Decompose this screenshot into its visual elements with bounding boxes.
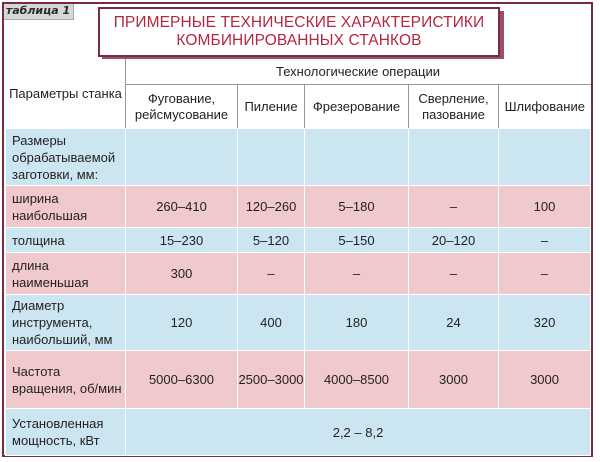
table-cell: – bbox=[499, 253, 591, 295]
table-row bbox=[6, 129, 591, 186]
table-row bbox=[6, 186, 591, 228]
table-cell: 3000 bbox=[409, 351, 499, 409]
table-cell: 300 bbox=[126, 253, 238, 295]
table-title bbox=[98, 7, 500, 57]
table-cell: 5000–6300 bbox=[126, 351, 238, 409]
table-cell bbox=[409, 129, 499, 186]
header-col-2: Пиление bbox=[238, 85, 305, 129]
table-cell: 120 bbox=[126, 295, 238, 351]
header-col-3: Фрезерование bbox=[305, 85, 409, 129]
row-label: Установленная мощность, кВт bbox=[6, 409, 126, 456]
title-line-2: КОМБИНИРОВАННЫХ СТАНКОВ bbox=[176, 32, 422, 49]
table-cell: 2500–3000 bbox=[238, 351, 305, 409]
row-label: ширина наибольшая bbox=[6, 186, 126, 228]
row-label: Размеры обрабатываемой заготовки, мм: bbox=[6, 129, 126, 186]
table-cell: 5–120 bbox=[238, 228, 305, 253]
table-cell: 120–260 bbox=[238, 186, 305, 228]
specs-table bbox=[5, 59, 591, 456]
row-label: толщина bbox=[6, 228, 126, 253]
row-label: Частота вращения, об/мин bbox=[6, 351, 126, 409]
table-row bbox=[6, 351, 591, 409]
header-col-5: Шлифование bbox=[499, 85, 591, 129]
table-cell: – bbox=[409, 253, 499, 295]
header-operations: Технологические операции bbox=[126, 60, 591, 85]
row-label: длина наименьшая bbox=[6, 253, 126, 295]
table-tag: таблица 1 bbox=[2, 2, 74, 20]
table-cell: 24 bbox=[409, 295, 499, 351]
title-line-1: ПРИМЕРНЫЕ ТЕХНИЧЕСКИЕ ХАРАКТЕРИСТИКИ bbox=[113, 14, 485, 31]
table-cell: – bbox=[409, 186, 499, 228]
table-cell: 3000 bbox=[499, 351, 591, 409]
merged-power-cell: 2,2 – 8,2 bbox=[126, 409, 591, 456]
table-cell: 100 bbox=[499, 186, 591, 228]
table-cell bbox=[499, 129, 591, 186]
table-cell: 180 bbox=[305, 295, 409, 351]
table-cell: 320 bbox=[499, 295, 591, 351]
table-row bbox=[6, 228, 591, 253]
table-cell: 400 bbox=[238, 295, 305, 351]
header-col-1: Фугование, рейсмусование bbox=[126, 85, 238, 129]
table-cell bbox=[126, 129, 238, 186]
header-param: Параметры станка bbox=[6, 60, 126, 129]
table-cell: 260–410 bbox=[126, 186, 238, 228]
table-cell: – bbox=[238, 253, 305, 295]
table-cell: – bbox=[499, 228, 591, 253]
table-row bbox=[6, 253, 591, 295]
table-cell bbox=[305, 129, 409, 186]
table-cell: – bbox=[305, 253, 409, 295]
header-col-4: Сверление, пазование bbox=[409, 85, 499, 129]
table-cell: 15–230 bbox=[126, 228, 238, 253]
table-cell: 5–150 bbox=[305, 228, 409, 253]
row-label: Диаметр инструмента, наибольший, мм bbox=[6, 295, 126, 351]
table-cell bbox=[238, 129, 305, 186]
table-row bbox=[6, 409, 591, 456]
table-row bbox=[6, 295, 591, 351]
table-cell: 4000–8500 bbox=[305, 351, 409, 409]
table-cell: 20–120 bbox=[409, 228, 499, 253]
table-cell: 5–180 bbox=[305, 186, 409, 228]
